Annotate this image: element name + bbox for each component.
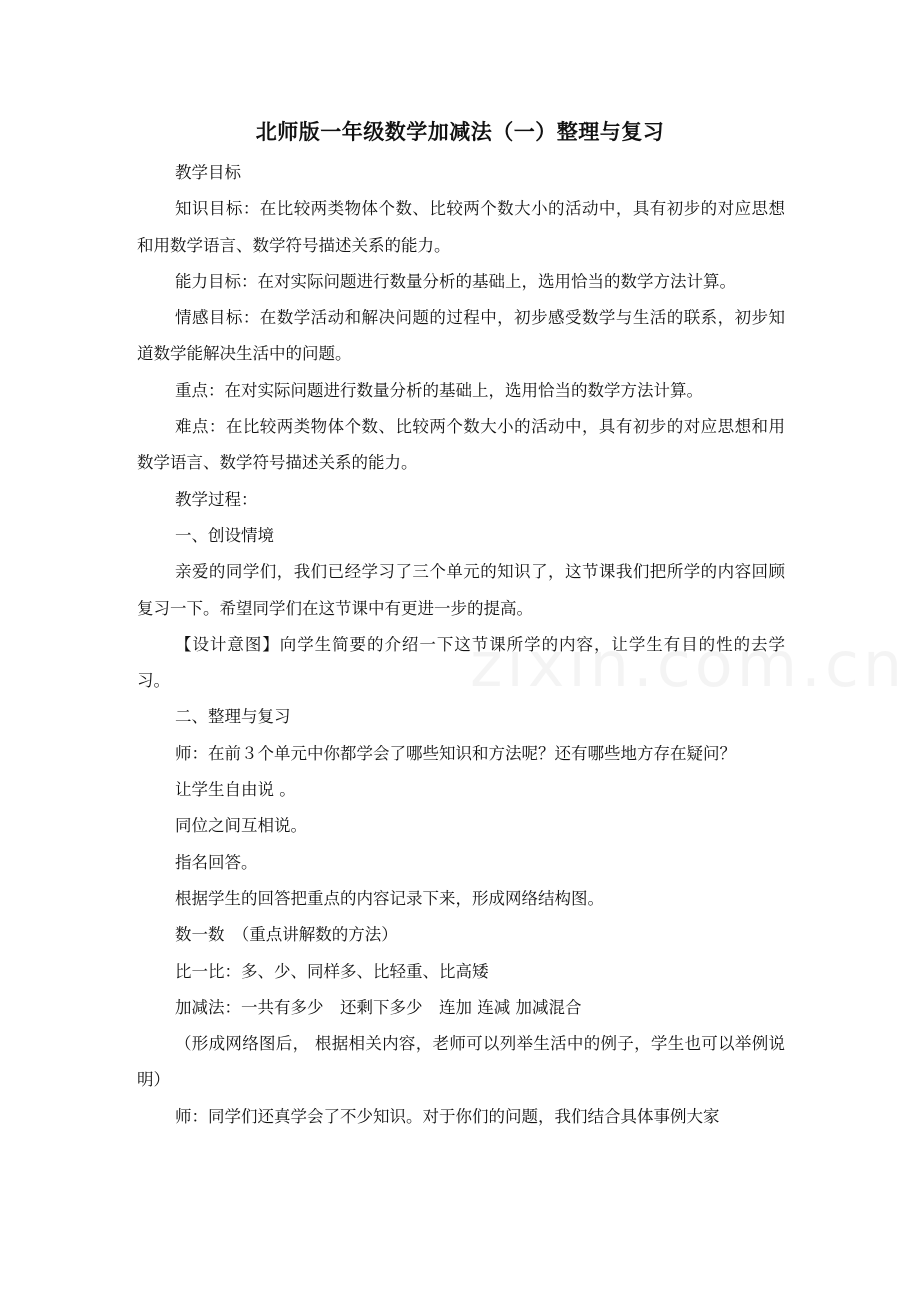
paragraph-counting: 数一数 （重点讲解数的方法） bbox=[175, 925, 398, 945]
paragraph-process-heading: 教学过程： bbox=[175, 489, 258, 509]
paragraph-comparing: 比一比：多、少、同样多、比轻重、比高矮 bbox=[175, 961, 489, 981]
paragraph-network-note: （形成网络图后， 根据相关内容，老师可以列举生活中的例子，学生也可以举例说明） bbox=[137, 1034, 785, 1090]
paragraph-record: 根据学生的回答把重点的内容记录下来，形成网络结构图。 bbox=[175, 888, 604, 908]
paragraph-emotion-goal: 情感目标：在数学活动和解决问题的过程中，初步感受数学与生活的联系，初步知道数学能解决生活中的问题。 bbox=[137, 308, 785, 364]
paragraph-teacher-question: 师：在前３个单元中你都学会了哪些知识和方法呢？还有哪些地方存在疑问？ bbox=[175, 743, 736, 763]
document-body bbox=[137, 155, 785, 1135]
document-title: 北师版一年级数学加减法（一）整理与复习 bbox=[255, 120, 665, 144]
paragraph-ability-goal: 能力目标：在对实际问题进行数量分析的基础上，选用恰当的数学方法计算。 bbox=[175, 271, 736, 291]
paragraph-intro: 亲爱的同学们，我们已经学习了三个单元的知识了，这节课我们把所学的内容回顾复习一下。希望同学们在这节课中有更进一步的提高。 bbox=[137, 562, 785, 618]
paragraph-difficulty: 难点：在比较两类物体个数、比较两个数大小的活动中，具有初步的对应思想和用数学语言、数学符号描述关系的能力。 bbox=[137, 417, 785, 473]
paragraph-design-intent: 【设计意图】向学生简要的介绍一下这节课所学的内容，让学生有目的性的去学习。 bbox=[137, 634, 785, 691]
paragraph-answer: 指名回答。 bbox=[175, 852, 258, 872]
section-heading-scenario: 一、创设情境 bbox=[175, 525, 274, 545]
section-heading-review: 二、整理与复习 bbox=[175, 707, 291, 727]
paragraph-teacher-summary: 师：同学们还真学会了不少知识。对于你们的问题，我们结合具体事例大家 bbox=[175, 1106, 720, 1126]
paragraph-knowledge-goal: 知识目标：在比较两类物体个数、比较两个数大小的活动中，具有初步的对应思想和用数学语言、数学符号描述关系的能力。 bbox=[137, 199, 785, 255]
paragraph-peer-talk: 同位之间互相说。 bbox=[175, 816, 307, 836]
paragraph-add-subtract: 加减法：一共有多少 还剩下多少 连加 连减 加减混合 bbox=[175, 997, 582, 1017]
paragraph-teaching-goals-heading: 教学目标 bbox=[175, 163, 241, 182]
paragraph-free-talk: 让学生自由说 。 bbox=[175, 780, 296, 800]
paragraph-key-point: 重点：在对实际问题进行数量分析的基础上，选用恰当的数学方法计算。 bbox=[175, 380, 703, 400]
